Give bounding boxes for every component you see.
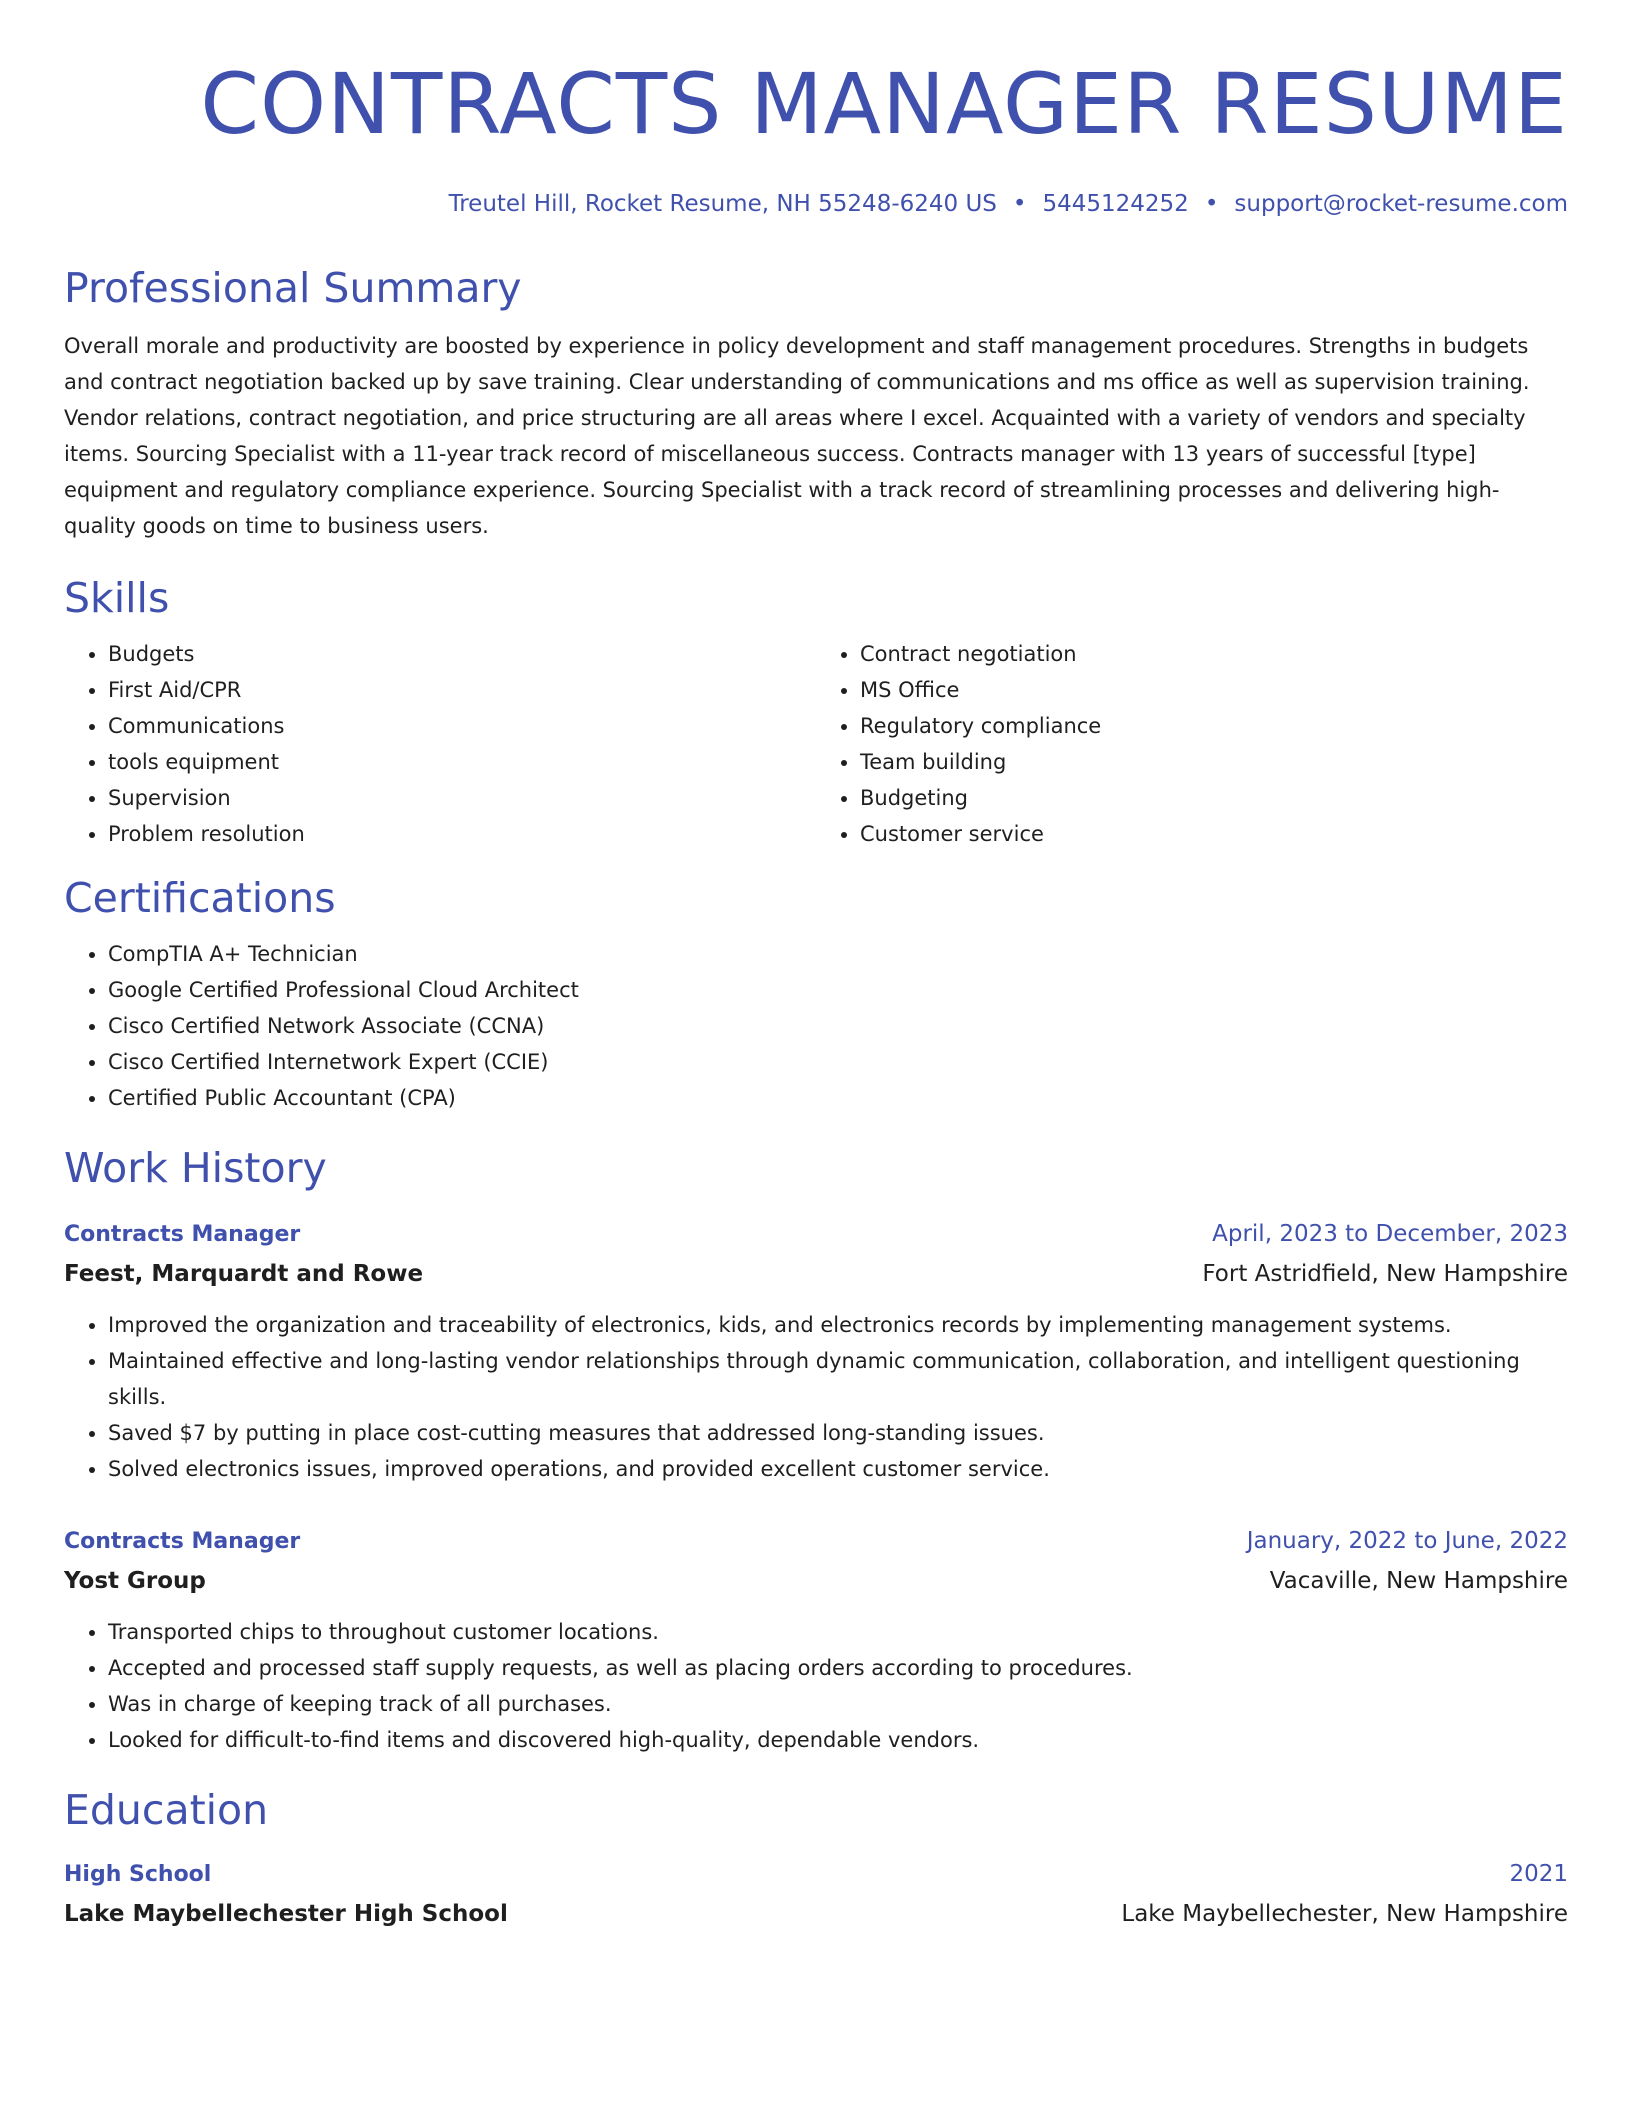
certification-item: • Cisco Certified Internetwork Expert (CCIE) (108, 1044, 1568, 1080)
skill-item: • Problem resolution (108, 816, 816, 852)
certification-item: • CompTIA A+ Technician (108, 936, 1568, 972)
skill-item: • Regulatory compliance (860, 708, 1568, 744)
skill-item: • Customer service (860, 816, 1568, 852)
job-bullets (64, 1614, 1568, 1758)
job-header (64, 1214, 1568, 1255)
job-entry (64, 1214, 1568, 1487)
skills-list-left (64, 636, 816, 852)
education-year: 2021 (1509, 1861, 1568, 1887)
skill-item: • Supervision (108, 780, 816, 816)
job-title: Contracts Manager (64, 1222, 301, 1247)
certifications-heading: Certifications (64, 874, 336, 922)
certification-item: • Cisco Certified Network Associate (CCNA) (108, 1008, 1568, 1044)
education-heading: Education (64, 1786, 269, 1834)
job-bullet: • Transported chips to throughout customer locations. (108, 1614, 1568, 1650)
job-bullet: • Solved electronics issues, improved operations, and provided excellent customer service. (108, 1451, 1568, 1487)
job-company: Yost Group (64, 1568, 206, 1594)
job-bullets (64, 1307, 1568, 1487)
education-location: Lake Maybellechester, New Hampshire (1121, 1901, 1568, 1927)
contact-email: support@rocket-resume.com (1234, 191, 1568, 217)
job-dates: January, 2022 to June, 2022 (1246, 1528, 1568, 1554)
certification-item: • Certified Public Accountant (CPA) (108, 1080, 1568, 1116)
skills-heading: Skills (64, 574, 170, 622)
skill-item: • First Aid/CPR (108, 672, 816, 708)
certification-item: • Google Certified Professional Cloud Architect (108, 972, 1568, 1008)
education-degree: High School (64, 1862, 212, 1887)
education-school: Lake Maybellechester High School (64, 1901, 508, 1927)
job-dates: April, 2023 to December, 2023 (1212, 1221, 1568, 1247)
job-header (64, 1521, 1568, 1562)
job-subheader (64, 1562, 1568, 1600)
summary-text: Overall morale and productivity are boosted by experience in policy development and staff management procedures. Strengths in budgets and contract negotiation backed up by save training. Clear understanding of communications and ms office as well as supervision training. Vendor relations, contract negotiation, and price structuring are all areas where I excel. Acquainted with a variety of vendors and specialty items. Sourcing Specialist with a 11-year track record of miscellaneous success. Contracts manager with 13 years of successful [type] equipment and regulatory compliance experience. Sourcing Specialist with a track record of streamlining processes and delivering high-quality goods on time to business users. (64, 334, 1530, 538)
skill-item: • MS Office (860, 672, 1568, 708)
skill-item: • Team building (860, 744, 1568, 780)
skills-list-right (816, 636, 1568, 852)
contact-phone: 5445124252 (1042, 191, 1189, 217)
contact-separator: • (1204, 191, 1219, 217)
summary-heading: Professional Summary (64, 264, 522, 312)
job-entry (64, 1521, 1568, 1758)
job-location: Fort Astridfield, New Hampshire (1202, 1261, 1568, 1287)
skill-item: • Communications (108, 708, 816, 744)
job-location: Vacaville, New Hampshire (1269, 1568, 1568, 1594)
job-bullet: • Was in charge of keeping track of all purchases. (108, 1686, 1568, 1722)
contact-address: Treutel Hill, Rocket Resume, NH 55248-6240 US (448, 191, 997, 217)
education-header (64, 1854, 1568, 1895)
certifications-list (64, 936, 1568, 1116)
resume-title: CONTRACTS MANAGER RESUME (200, 55, 1568, 153)
education-entry (64, 1854, 1568, 1933)
contact-line (64, 186, 1568, 222)
skills-columns (64, 636, 1568, 852)
job-bullet: • Accepted and processed staff supply requests, as well as placing orders according to procedures. (108, 1650, 1568, 1686)
skill-item: • Contract negotiation (860, 636, 1568, 672)
contact-separator: • (1012, 191, 1027, 217)
skill-item: • Budgets (108, 636, 816, 672)
education-subheader (64, 1895, 1568, 1933)
job-bullet: • Improved the organization and traceability of electronics, kids, and electronics records by implementing management systems. (108, 1307, 1568, 1343)
job-company: Feest, Marquardt and Rowe (64, 1261, 424, 1287)
skill-item: • Budgeting (860, 780, 1568, 816)
job-title: Contracts Manager (64, 1529, 301, 1554)
skill-item: • tools equipment (108, 744, 816, 780)
job-bullet: • Saved $7 by putting in place cost-cutting measures that addressed long-standing issues. (108, 1415, 1568, 1451)
job-bullet: • Maintained effective and long-lasting vendor relationships through dynamic communication, collaboration, and intelligent questioning skills. (108, 1343, 1568, 1415)
job-bullet: • Looked for difficult-to-find items and discovered high-quality, dependable vendors. (108, 1722, 1568, 1758)
work-history-heading: Work History (64, 1144, 327, 1192)
job-subheader (64, 1255, 1568, 1293)
